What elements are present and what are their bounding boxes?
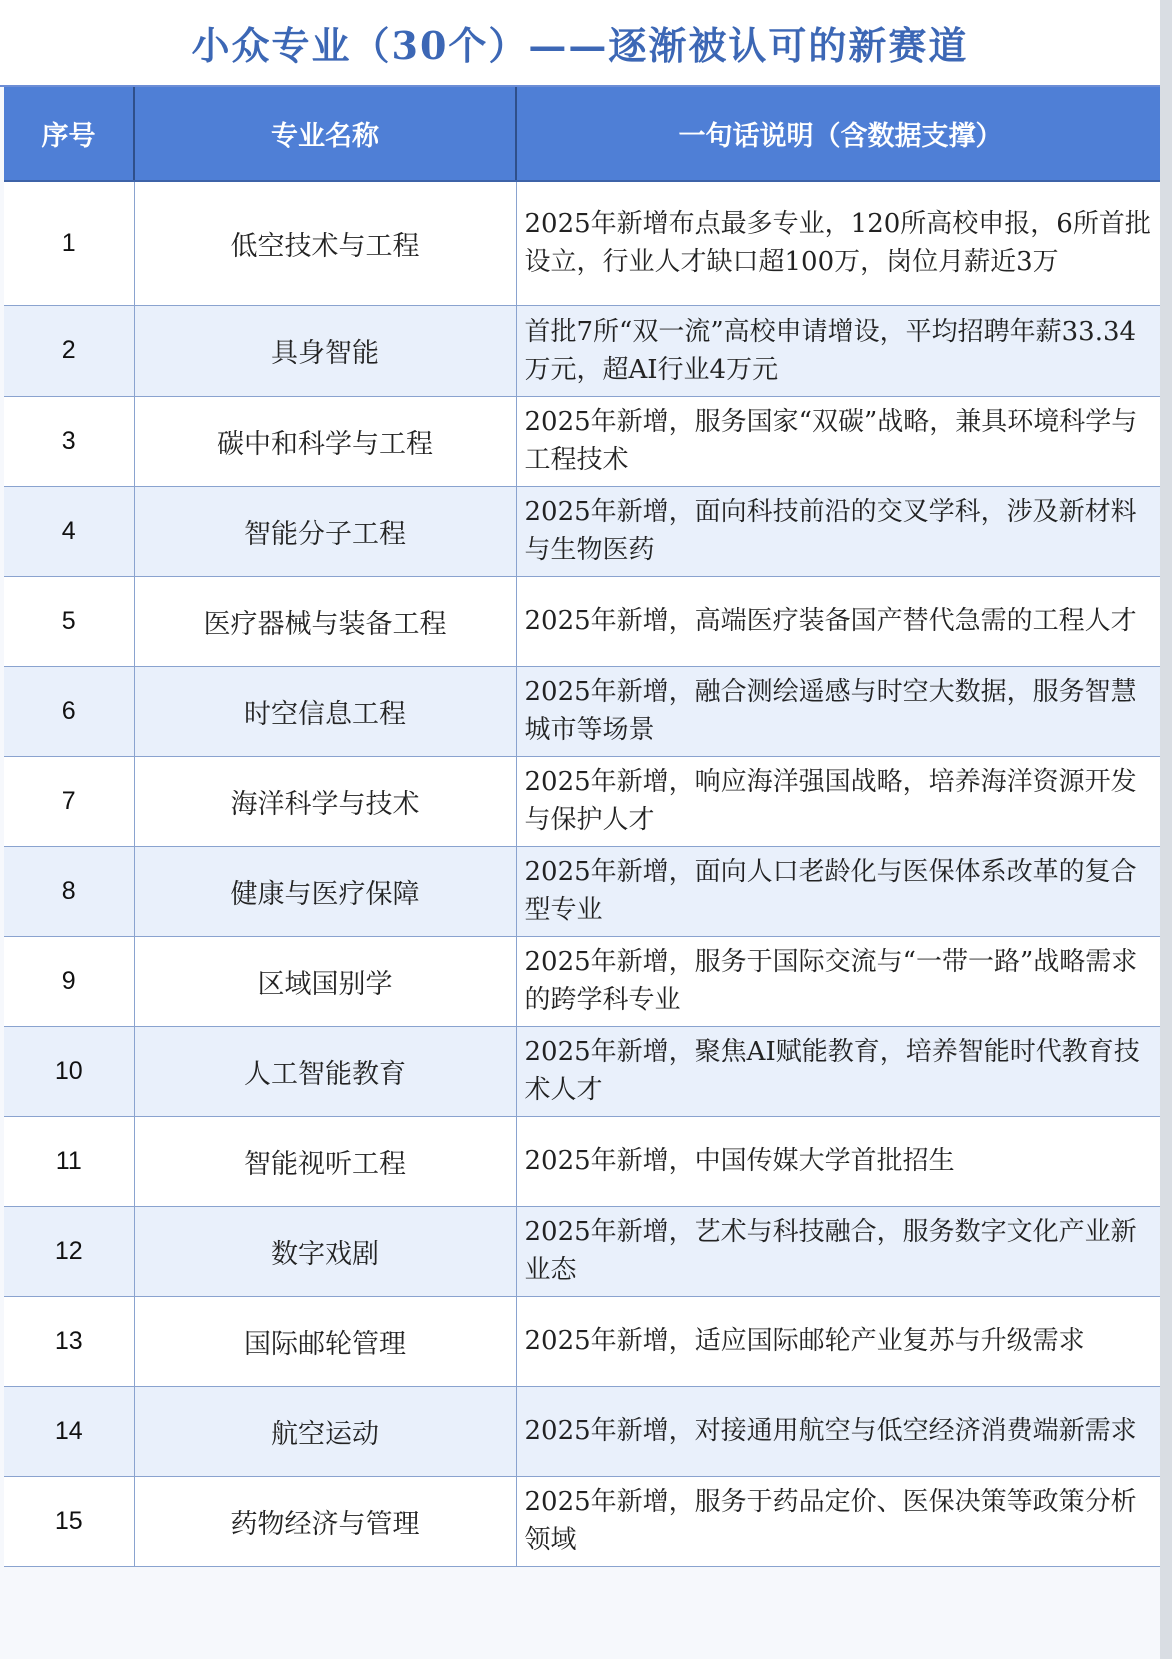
row-number: 14 xyxy=(4,1386,134,1476)
row-number: 11 xyxy=(4,1116,134,1206)
major-name: 航空运动 xyxy=(134,1386,516,1476)
table-row xyxy=(4,486,1164,576)
major-name: 智能分子工程 xyxy=(134,486,516,576)
row-number: 10 xyxy=(4,1026,134,1116)
major-name: 海洋科学与技术 xyxy=(134,756,516,846)
table-row xyxy=(4,1026,1164,1116)
row-number: 15 xyxy=(4,1476,134,1566)
table-row xyxy=(4,936,1164,1026)
column-header-no: 序号 xyxy=(4,87,134,181)
table-row xyxy=(4,576,1164,666)
major-name: 低空技术与工程 xyxy=(134,181,516,305)
column-header-desc: 一句话说明（含数据支撑） xyxy=(516,87,1164,181)
row-number: 2 xyxy=(4,305,134,396)
table-row xyxy=(4,1386,1164,1476)
row-number: 5 xyxy=(4,576,134,666)
major-name: 具身智能 xyxy=(134,305,516,396)
row-number: 1 xyxy=(4,181,134,305)
major-name: 药物经济与管理 xyxy=(134,1476,516,1566)
row-number: 3 xyxy=(4,396,134,486)
major-description: 2025年新增，艺术与科技融合，服务数字文化产业新业态 xyxy=(516,1206,1164,1296)
table-row xyxy=(4,1476,1164,1566)
major-name: 区域国别学 xyxy=(134,936,516,1026)
major-description: 2025年新增，服务于国际交流与“一带一路”战略需求的跨学科专业 xyxy=(516,936,1164,1026)
major-description: 2025年新增，面向人口老龄化与医保体系改革的复合型专业 xyxy=(516,846,1164,936)
title-bar xyxy=(0,0,1160,87)
major-description: 2025年新增，高端医疗装备国产替代急需的工程人才 xyxy=(516,576,1164,666)
page-title: 小众专业（30个）——逐渐被认可的新赛道 xyxy=(191,23,969,68)
major-description: 首批7所“双一流”高校申请增设，平均招聘年薪33.34万元，超AI行业4万元 xyxy=(516,305,1164,396)
major-description: 2025年新增，适应国际邮轮产业复苏与升级需求 xyxy=(516,1296,1164,1386)
major-description: 2025年新增，中国传媒大学首批招生 xyxy=(516,1116,1164,1206)
major-name: 智能视听工程 xyxy=(134,1116,516,1206)
major-name: 时空信息工程 xyxy=(134,666,516,756)
row-number: 7 xyxy=(4,756,134,846)
major-description: 2025年新增，聚焦AI赋能教育，培养智能时代教育技术人才 xyxy=(516,1026,1164,1116)
row-number: 9 xyxy=(4,936,134,1026)
major-name: 健康与医疗保障 xyxy=(134,846,516,936)
table-row xyxy=(4,1296,1164,1386)
header-row xyxy=(4,87,1164,181)
row-number: 6 xyxy=(4,666,134,756)
major-name: 人工智能教育 xyxy=(134,1026,516,1116)
table-row xyxy=(4,305,1164,396)
major-name: 数字戏剧 xyxy=(134,1206,516,1296)
major-description: 2025年新增，对接通用航空与低空经济消费端新需求 xyxy=(516,1386,1164,1476)
table-row xyxy=(4,181,1164,305)
table-row xyxy=(4,1206,1164,1296)
major-name: 碳中和科学与工程 xyxy=(134,396,516,486)
table-row xyxy=(4,846,1164,936)
row-number: 4 xyxy=(4,486,134,576)
row-number: 12 xyxy=(4,1206,134,1296)
majors-table xyxy=(4,87,1165,1567)
major-description: 2025年新增，响应海洋强国战略，培养海洋资源开发与保护人才 xyxy=(516,756,1164,846)
major-name: 医疗器械与装备工程 xyxy=(134,576,516,666)
row-number: 8 xyxy=(4,846,134,936)
major-description: 2025年新增，服务于药品定价、医保决策等政策分析领域 xyxy=(516,1476,1164,1566)
table-row xyxy=(4,666,1164,756)
table-row xyxy=(4,756,1164,846)
window-edge xyxy=(1160,0,1172,1659)
major-description: 2025年新增，面向科技前沿的交叉学科，涉及新材料与生物医药 xyxy=(516,486,1164,576)
table-row xyxy=(4,396,1164,486)
column-header-name: 专业名称 xyxy=(134,87,516,181)
row-number: 13 xyxy=(4,1296,134,1386)
major-description: 2025年新增布点最多专业，120所高校申报，6所首批设立，行业人才缺口超100万，岗位月薪近3万 xyxy=(516,181,1164,305)
major-description: 2025年新增，融合测绘遥感与时空大数据，服务智慧城市等场景 xyxy=(516,666,1164,756)
major-name: 国际邮轮管理 xyxy=(134,1296,516,1386)
table-row xyxy=(4,1116,1164,1206)
major-description: 2025年新增，服务国家“双碳”战略，兼具环境科学与工程技术 xyxy=(516,396,1164,486)
